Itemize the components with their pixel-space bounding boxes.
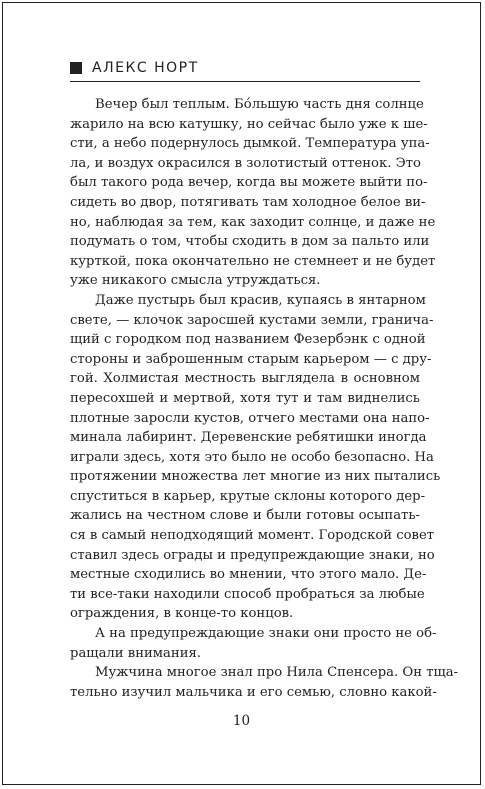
text-line: курткой, пока окончательно не стемнеет и не будет xyxy=(70,253,436,269)
text-line: спуститься в карьер, крутые склоны которого дер- xyxy=(70,488,426,504)
text-line: Даже пустырь был красив, купаясь в янтарном xyxy=(95,292,426,308)
text-line: минала лабиринт. Деревенские ребятишки иногда xyxy=(70,430,427,446)
text-line: ставил здесь ограды и предупреждающие знаки, но xyxy=(70,547,435,563)
paragraph xyxy=(70,663,459,702)
text-line: ла, и воздух окрасился в золотистый оттенок. Это xyxy=(70,155,421,171)
header-square-marker xyxy=(70,62,82,74)
text-line: был такого рода вечер, когда вы можете выйти по- xyxy=(70,175,428,191)
body-text xyxy=(70,95,459,702)
text-line: щий с городком под названием Фезербэнк с одной xyxy=(70,332,426,348)
text-line: плотные заросли кустов, отчего местами она напо- xyxy=(70,410,430,426)
text-line: ограждения, в конце-то концов. xyxy=(70,606,294,622)
text-line: Вечер был теплым. Бо́льшую часть дня солнце xyxy=(95,97,424,112)
text-line: ти все-таки находили способ пробраться за любые xyxy=(70,586,425,602)
header-rule xyxy=(70,81,420,82)
text-line: уже никакого смысла утруждаться. xyxy=(70,273,321,289)
page-number: 10 xyxy=(232,713,251,729)
text-line: играли здесь, хотя это было не особо безопасно. На xyxy=(70,449,434,465)
text-line: подумать о том, чтобы сходить в дом за пальто или xyxy=(70,234,430,250)
text-line: тельно изучил мальчика и его семью, словно какой- xyxy=(70,684,437,700)
text-line: Мужчина многое знал про Нила Спенсера. Он тща- xyxy=(95,665,459,681)
running-title: АЛЕКС НОРТ xyxy=(92,60,199,76)
text-line: местные сходились во мнении, что этого мало. Де- xyxy=(70,567,427,583)
text-line: протяжении множества лет многие из них пытались xyxy=(70,469,441,485)
paragraph xyxy=(70,624,437,663)
paragraph xyxy=(70,95,436,291)
text-line: ращали внимания. xyxy=(70,645,201,661)
text-line: ся в самый неподходящий момент. Городской совет xyxy=(70,528,435,544)
book-page xyxy=(2,2,481,785)
text-line: гой. Холмистая местность выглядела в основном xyxy=(70,371,420,387)
text-line: но, наблюдая за тем, как заходит солнце, и даже не xyxy=(70,214,436,230)
text-line: пересохшей и мертвой, хотя тут и там виднелись xyxy=(70,390,420,406)
text-line: жались на честном слове и были готовы осыпать- xyxy=(70,508,420,524)
text-line: А на предупреждающие знаки они просто не об- xyxy=(95,626,437,642)
text-line: стороны и заброшенным старым карьером — с дру- xyxy=(70,351,432,367)
running-header xyxy=(70,60,199,76)
text-line: жарило на всю катушку, но сейчас было уже к ше- xyxy=(70,116,428,132)
text-line: сидеть во двор, потягивать там холодное белое ви- xyxy=(70,194,426,210)
paragraph xyxy=(70,291,441,624)
text-line: сти, а небо подернулось дымкой. Температура упа- xyxy=(70,136,430,152)
text-line: свете, — клочок заросшей кустами земли, гранича- xyxy=(70,312,434,328)
